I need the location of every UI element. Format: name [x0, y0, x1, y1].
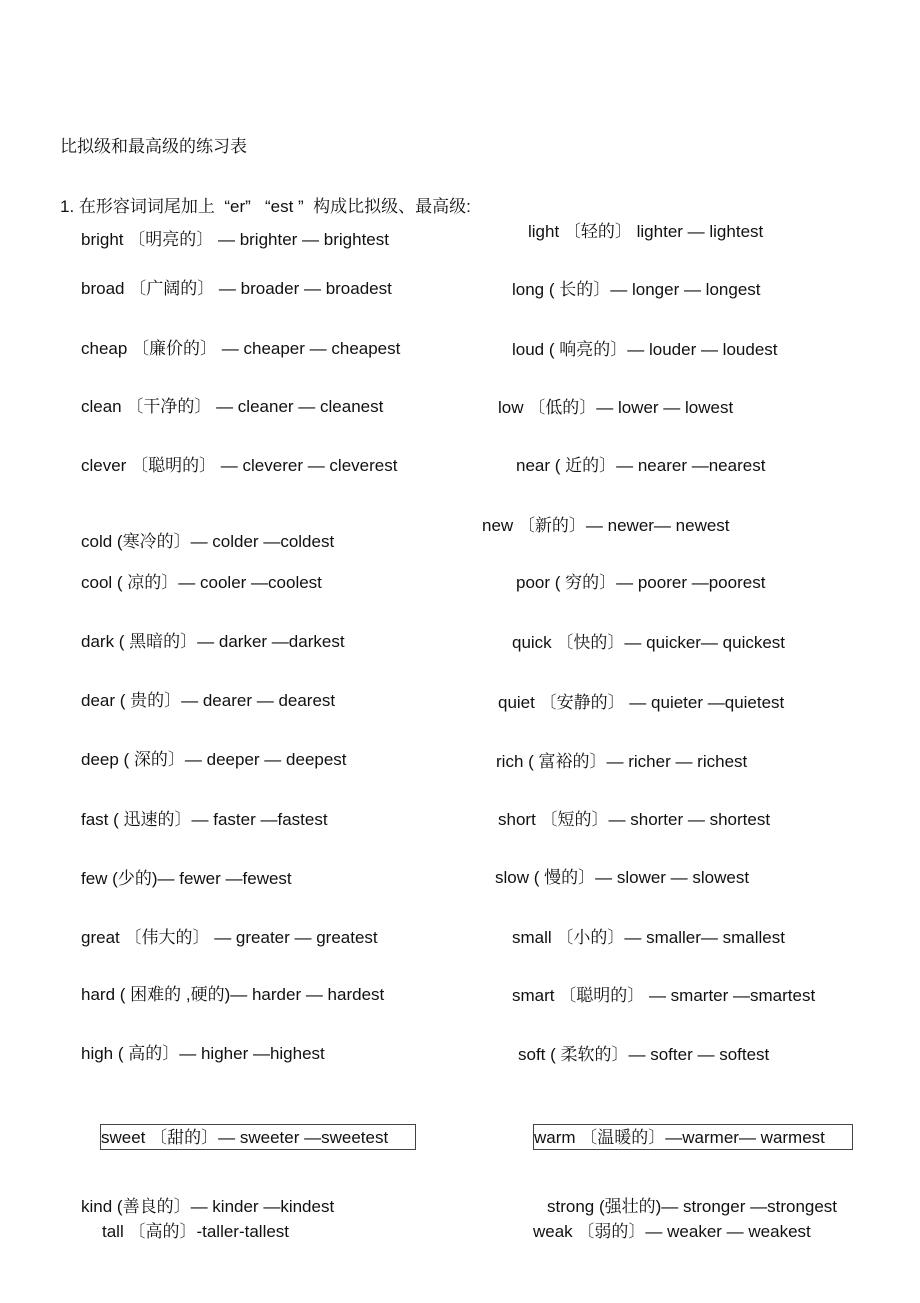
- list-item-right: slow ( 慢的〕— slower — slowest: [495, 868, 750, 887]
- list-item-left: bright 〔明亮的〕 — brighter — brightest: [81, 230, 389, 249]
- list-item-right: short 〔短的〕— shorter — shortest: [498, 810, 771, 829]
- list-item-left: cool ( 凉的〕— cooler —coolest: [81, 573, 322, 592]
- list-item-right: strong (强壮的)— stronger —strongest: [547, 1197, 838, 1216]
- boxed-entry-warm: [533, 1124, 853, 1150]
- list-item-left: few (少的)— fewer —fewest: [81, 869, 292, 888]
- list-item-right: quick 〔快的〕— quicker— quickest: [512, 633, 786, 652]
- list-item-right: quiet 〔安静的〕 — quieter —quietest: [498, 693, 785, 712]
- list-item-left: cheap 〔廉价的〕 — cheaper — cheapest: [81, 339, 401, 358]
- boxed-entry-label: warm 〔温暖的〕—warmer— warmest: [534, 1128, 825, 1147]
- list-item-right: smart 〔聪明的〕 — smarter —smartest: [512, 986, 816, 1005]
- list-item-left: deep ( 深的〕— deeper — deepest: [81, 750, 347, 769]
- list-item-right: long ( 长的〕— longer — longest: [512, 280, 761, 299]
- intro-instruction: 1. 在形容词词尾加上 “er” “est ” 构成比拟级、最高级:: [60, 197, 471, 216]
- list-item-right: loud ( 响亮的〕— louder — loudest: [512, 340, 778, 359]
- list-item-left: clean 〔干净的〕 — cleaner — cleanest: [81, 397, 384, 416]
- list-item-left: clever 〔聪明的〕 — cleverer — cleverest: [81, 456, 398, 475]
- boxed-entry-label: sweet 〔甜的〕— sweeter —sweetest: [101, 1128, 389, 1147]
- list-item-left: broad 〔广阔的〕 — broader — broadest: [81, 279, 392, 298]
- list-item-left: high ( 高的〕— higher —highest: [81, 1044, 325, 1063]
- list-item-left: fast ( 迅速的〕— faster —fastest: [81, 810, 328, 829]
- list-item-right: near ( 近的〕— nearer —nearest: [516, 456, 766, 475]
- list-item-left: great 〔伟大的〕 — greater — greatest: [81, 928, 378, 947]
- list-item-left: dear ( 贵的〕— dearer — dearest: [81, 691, 336, 710]
- list-item-right: poor ( 穷的〕— poorer —poorest: [516, 573, 766, 592]
- list-item-right: light 〔轻的〕 lighter — lightest: [528, 222, 764, 241]
- list-item-left: hard ( 困难的 ,硬的)— harder — hardest: [81, 985, 385, 1004]
- list-item-right: weak 〔弱的〕— weaker — weakest: [533, 1222, 811, 1241]
- list-item-right: new 〔新的〕— newer— newest: [482, 516, 730, 535]
- list-item-right: small 〔小的〕— smaller— smallest: [512, 928, 785, 947]
- list-item-right: low 〔低的〕— lower — lowest: [498, 398, 734, 417]
- list-item-right: rich ( 富裕的〕— richer — richest: [496, 752, 748, 771]
- list-item-right: soft ( 柔软的〕— softer — softest: [518, 1045, 770, 1064]
- list-item-left: tall 〔高的〕-taller-tallest: [102, 1222, 290, 1241]
- boxed-entry-sweet: [100, 1124, 416, 1150]
- list-item-left: dark ( 黑暗的〕— darker —darkest: [81, 632, 345, 651]
- list-item-left: cold (寒冷的〕— colder —coldest: [81, 532, 335, 551]
- page-title: 比拟级和最高级的练习表: [60, 137, 247, 156]
- list-item-left: kind (善良的〕— kinder —kindest: [81, 1197, 335, 1216]
